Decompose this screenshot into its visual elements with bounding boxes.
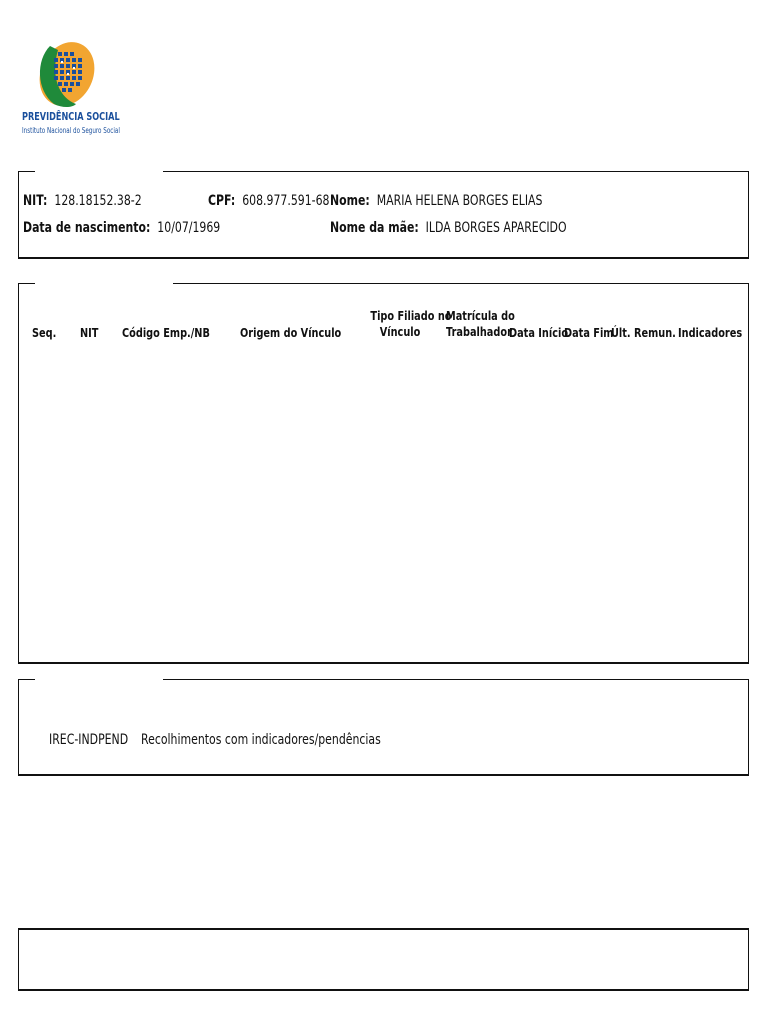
nascimento-field bbox=[23, 220, 276, 236]
nit-value: 128.18152.38-2 bbox=[54, 193, 142, 209]
logo-brand-text: PREVIDÊNCIA SOCIAL bbox=[22, 110, 120, 123]
nascimento-label: Data de nascimento: bbox=[23, 220, 151, 236]
header-nit: NIT bbox=[80, 325, 99, 340]
section-title-gap bbox=[35, 170, 163, 174]
mae-label: Nome da mãe: bbox=[330, 220, 419, 236]
section-title-gap bbox=[35, 282, 173, 286]
header-seq: Seq. bbox=[32, 325, 57, 340]
footer-section bbox=[18, 928, 749, 991]
header-tipo-filiado: Tipo Filiado no Vínculo bbox=[370, 308, 452, 339]
section-title-gap bbox=[35, 678, 163, 682]
header-indicadores: Indicadores bbox=[678, 325, 743, 340]
cpf-value: 608.977.591-68 bbox=[242, 193, 330, 209]
legend-description: Recolhimentos com indicadores/pendências bbox=[141, 732, 381, 748]
header-matricula: Matrícula do Trabalhador bbox=[446, 308, 515, 339]
nit-field bbox=[23, 193, 175, 209]
nome-label: Nome: bbox=[330, 193, 370, 209]
nit-label: NIT: bbox=[23, 193, 48, 209]
legend-section bbox=[18, 679, 749, 776]
legend-code: IREC-INDPEND bbox=[49, 732, 129, 748]
header-origem: Origem do Vínculo bbox=[240, 325, 342, 340]
vinculos-table-section bbox=[18, 283, 749, 664]
logo-subtitle-text: Instituto Nacional do Seguro Social bbox=[22, 126, 120, 135]
previdencia-emblem-icon bbox=[32, 38, 102, 110]
nome-field bbox=[330, 193, 602, 209]
header-ult-remun: Últ. Remun. bbox=[611, 325, 676, 340]
header-codigo: Código Emp./NB bbox=[122, 325, 210, 340]
nome-value: MARIA HELENA BORGES ELIAS bbox=[376, 193, 543, 209]
previdencia-logo bbox=[20, 38, 120, 143]
mae-value: ILDA BORGES APARECIDO bbox=[425, 220, 567, 236]
mae-field bbox=[330, 220, 633, 236]
nascimento-value: 10/07/1969 bbox=[157, 220, 221, 236]
cpf-label: CPF: bbox=[208, 193, 236, 209]
header-data-inicio: Data Início bbox=[509, 325, 569, 340]
header-data-fim: Data Fim bbox=[564, 325, 614, 340]
personal-info-section bbox=[18, 171, 749, 259]
